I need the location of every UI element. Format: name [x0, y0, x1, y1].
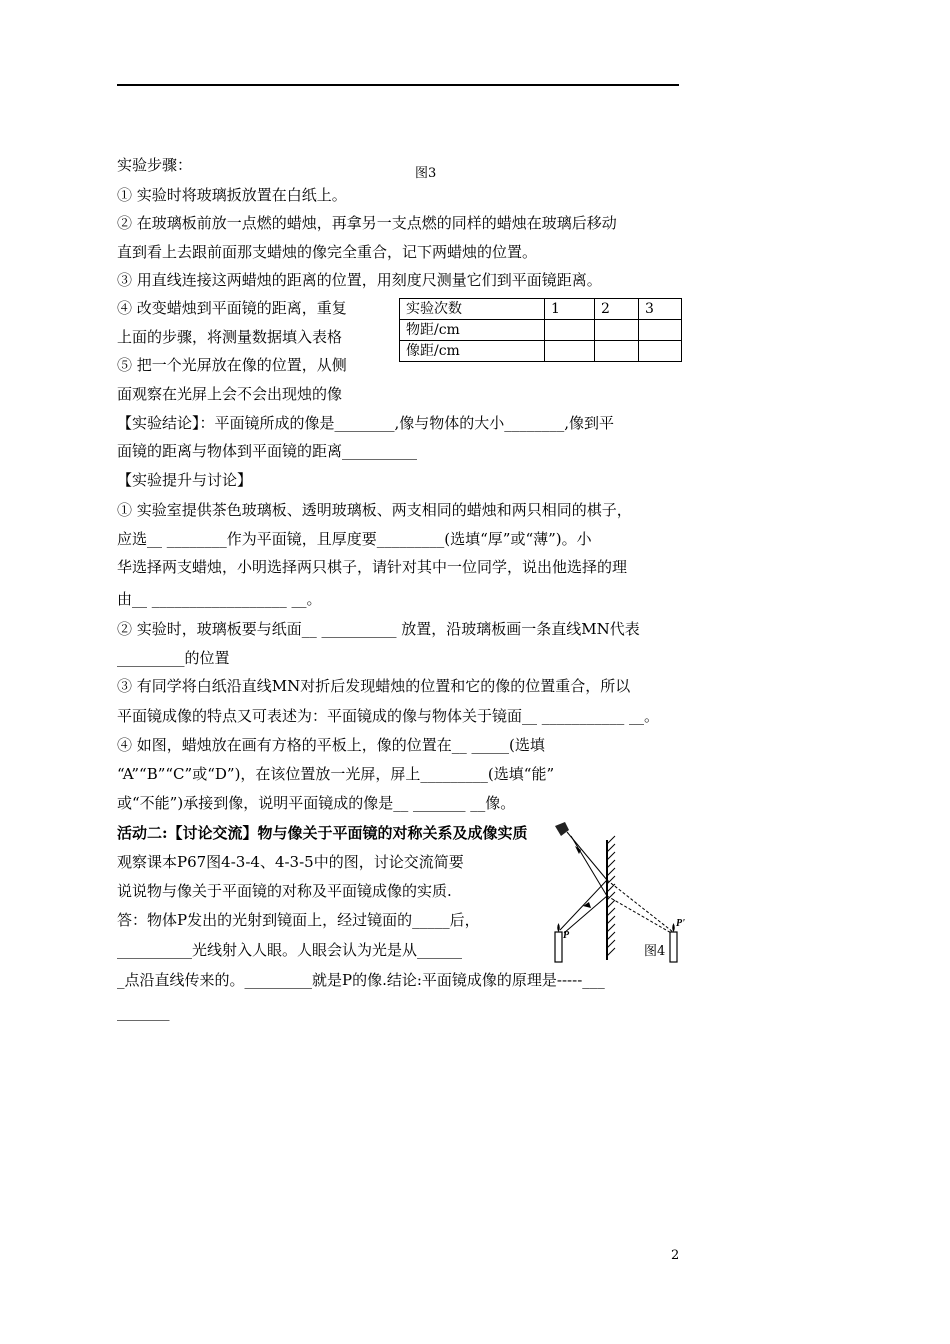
header-rule: [117, 84, 679, 86]
table-header-cell: 实验次数: [400, 299, 545, 320]
incident-ray: [560, 880, 607, 930]
steps-heading: 实验步骤：: [117, 156, 193, 174]
table-header-row: [400, 299, 682, 320]
discussion-1-cont: 应选__ ________作为平面镜，且厚度要_________(选填“厚”或“薄”)。小: [117, 530, 592, 548]
mirror-hatching: [607, 836, 615, 956]
eye-icon: [555, 822, 569, 836]
step-3: ③ 用直线连接这两蜡烛的距离的位置，用刻度尺测量它们到平面镜距离。: [117, 271, 602, 289]
table-row-label: 像距/cm: [400, 341, 545, 362]
step-2: ② 在玻璃板前放一点燃的蜡烛，再拿另一支点燃的同样的蜡烛在玻璃后移动: [117, 214, 617, 232]
answer-line-1: 答：物体P发出的光射到镜面上，经过镜面的_____后，: [117, 911, 480, 929]
figure-3-label: 图3: [415, 166, 437, 181]
activity-2-text-2: 说说物与像关于平面镜的对称及平面镜成像的实质.: [117, 882, 452, 900]
table-row-label: 物距/cm: [400, 320, 545, 341]
measurement-table: [399, 298, 682, 362]
table-cell: [545, 341, 595, 362]
discussion-1-cont-3: 由__ __________________ __。: [117, 590, 322, 608]
activity-2-text-1: 观察课本P67图4-3-4、4-3-5中的图，讨论交流简要: [117, 853, 464, 871]
table-cell: [639, 320, 682, 341]
step-5: ⑤ 把一个光屏放在像的位置，从侧: [117, 356, 347, 374]
flame-icon: [557, 923, 560, 932]
discussion-3: ③ 有同学将白纸沿直线MN对折后发现蜡烛的位置和它的像的位置重合，所以: [117, 677, 631, 695]
discussion-4: ④ 如图，蜡烛放在画有方格的平板上，像的位置在__ _____(选填: [117, 736, 545, 754]
step-4: ④ 改变蜡烛到平面镜的距离，重复: [117, 299, 347, 317]
discussion-2: ② 实验时，玻璃板要与纸面__ __________ 放置，沿玻璃板画一条直线MN代表: [117, 620, 640, 638]
table-cell: [639, 341, 682, 362]
discussion-3-cont: 平面镜成像的特点又可表述为：平面镜成的像与物体关于镜面__ ___________ __。: [117, 707, 660, 725]
flame-icon: [672, 923, 675, 932]
figure-4-label: 图4: [644, 944, 666, 959]
virtual-ray: [607, 896, 673, 934]
conclusion-line-2: 面镜的距离与物体到平面镜的距离__________: [117, 442, 418, 460]
discussion-4-cont: “A”“B”“C”或“D”)，在该位置放一光屏，屏上_________(选填“能”: [117, 765, 555, 783]
page-number: 2: [671, 1248, 680, 1263]
table-cell: [545, 320, 595, 341]
candle-p-prime-icon: [670, 932, 677, 962]
answer-line-2: __________光线射入人眼。人眼会认为光是从______: [117, 941, 463, 959]
figure-4-mirror-diagram: [545, 820, 690, 970]
table-header-cell: 3: [639, 299, 682, 320]
table-header-cell: 1: [545, 299, 595, 320]
step-2-cont: 直到看上去跟前面那支蜡烛的像完全重合，记下两蜡烛的位置。: [117, 243, 538, 261]
p-label: P: [563, 930, 570, 941]
step-1: ① 实验时将玻璃扳放置在白纸上。: [117, 186, 347, 204]
discussion-4-cont-2: 或“不能”)承接到像，说明平面镜成的像是__ _______ __像。: [117, 794, 516, 812]
candle-p-icon: [555, 932, 562, 962]
conclusion-line-1: 【实验结论】：平面镜所成的像是________,像与物体的大小________,像到平: [117, 414, 615, 432]
activity-2-heading: 活动二:【讨论交流】物与像关于平面镜的对称关系及成像实质: [117, 824, 528, 842]
incident-ray: [564, 896, 607, 933]
arrow-head: [583, 902, 591, 908]
discussion-1-cont-2: 华选择两支蜡烛，小明选择两只棋子，请针对其中一位同学，说出他选择的理: [117, 558, 628, 576]
step-5-cont: 面观察在光屏上会不会出现烛的像: [117, 385, 343, 403]
discussion-1: ① 实验室提供茶色玻璃板、透明玻璃板、两支相同的蜡烛和两只相同的棋子，: [117, 501, 632, 519]
p-prime-label: P': [676, 918, 685, 929]
table-cell: [595, 341, 639, 362]
reflected-ray: [571, 836, 607, 896]
step-4-cont: 上面的步骤，将测量数据填入表格: [117, 328, 343, 346]
table-header-cell: 2: [595, 299, 639, 320]
table-row: [400, 341, 682, 362]
table-cell: [595, 320, 639, 341]
virtual-ray: [607, 880, 673, 932]
answer-line-4: _______: [117, 1003, 170, 1021]
table-row: [400, 320, 682, 341]
discussion-2-cont: _________的位置: [117, 649, 230, 667]
discussion-heading: 【实验提升与讨论】: [117, 471, 253, 489]
answer-line-3: _点沿直线传来的。_________就是P的像.结论:平面镜成像的原理是-----___: [117, 971, 605, 989]
